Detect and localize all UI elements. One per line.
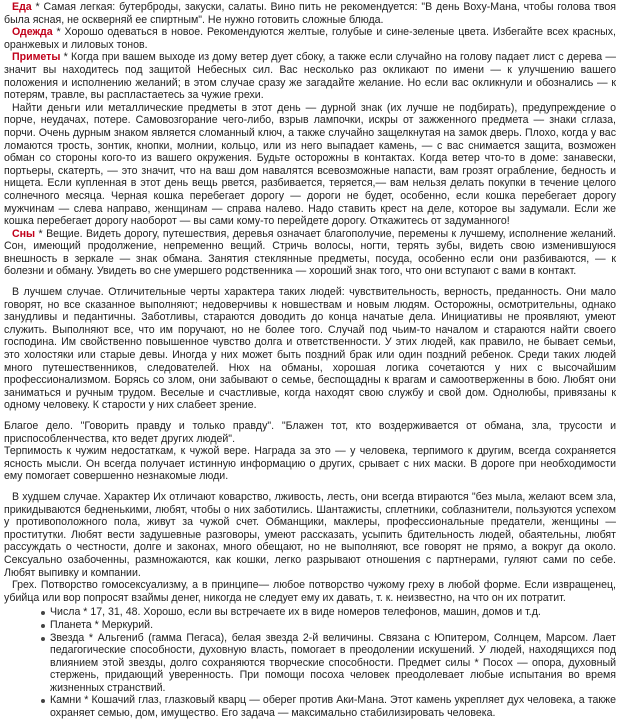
food-heading: Еда	[12, 1, 32, 13]
sin-paragraph: Грех. Потворство гомосексуализму, а в принципе— любое потворство чужому греху в любой форме. Если извращенец, убийца или вор попросят взаймы денег, никогда не следует ему их давать, т. к. неизвестно, на что он их потратит.	[4, 579, 616, 604]
omens-text: * Когда при вашем выходе из дому ветер дует сбоку, а также если случайно на голову падает лист с дерева — значит вы находитесь под защитой Небесных сил. Вас несколько раз окликают по имени — к улучшению вашего положения и исполнению желаний; в этом случае сразу же загадайте желание. Но если вас окликнули и обознались — к потерям, травле, вы распластаетесь за чужие грехи.	[4, 51, 616, 102]
omens-paragraph	[4, 51, 616, 101]
list-item-planet: Планета * Меркурий.	[50, 619, 616, 632]
tolerance-paragraph: Терпимость к чужим недостаткам, к чужой вере. Награда за это — у человека, терпимого к другим, всегда сохраняется ясность мысли. Он всегда получает истинную информацию о других, срывает с них маски. В дороге при необходимости ему помогает совершенно незнакомые люди.	[4, 445, 616, 483]
omens-heading: Приметы	[12, 51, 61, 64]
food-text: * Самая легкая: бутерброды, закуски, салаты. Вино пить не рекомендуется: "В день Воху-Мана, чтобы голова твоя была ясная, не оскверняй ее спиртным". Не нужно готовить сложные блюда.	[4, 1, 616, 26]
omens-paragraph-2: Найти деньги или металлические предметы в этот день — дурной знак (их лучше не подбирать), предупреждение о порче, неудачах, потере. Самовозгорание чего-либо, взрыв лампочки, искры от зажженного предмета — знаки сглаза, порчи. Очень дурным знаком является сломанный ключ, а также случайно защелкнутая на замок дверь. Плохо, когда у вас ломаются трость, зонтик, кнопки, молнии, кольцо, или из него выпадает камень, — с вас снимается защита, возможен обман со стороны кого-то из вашего окружения. Будьте осторожны в контактах. Когда ветер что-то в доме: занавески, портьеры, скатерть, — это значит, что на ваш дом навалятся всевозможные напасти, вам грозят ограбление, бедность и нищета. Если купленная в этот день вещь рвется, разбивается, теряется,— вам нельзя делать покупки в течение целого солнечного месяца. Черная кошка перебегает дорогу — дороги не будет, особенно, если кошка перебегает дорогу мужчинам — слева направо, женщинам — справа налево. Надо ставить крест на деле, которое вы задумали. Если же кошка перебегает дорогу наоборот — вы сами кому-то перейдете дорогу. Откажитесь от задуманного!	[4, 101, 616, 228]
worst-case-paragraph: В худшем случае. Характер Их отличают коварство, лживость, лесть, они всегда втираются "без мыла, желают всем зла, прикидываются бедненькими, любят, чтобы о них заботились. Шантажисты, сплетники, соблазнители, пользуются успехом у противоположного пола, живут за чужой счет. Обманщики, маклеры, профессиональные предатели, женщины — проститутки. Любят вести задушевные разговоры, умеют рассказать, усыпить бдительность людей, обаятельны, любят рассуждать о честности, долге и законах, много обещают, но не выполняют, все говорят не прямо, а вокруг да около. Сексуально озабоченны, размножаются, как кошки, легко разрывают отношения с партнерами, гуляют сами по себе. Любят выпивку и компании.	[4, 490, 616, 579]
list-item-numbers: Числа * 17, 31, 48. Хорошо, если вы встречаете их в виде номеров телефонов, машин, домов и т.д.	[50, 606, 616, 619]
spacer	[4, 412, 616, 420]
dreams-text: * Вещие. Видеть дорогу, путешествия, деревья означает благополучие, перемены к лучшему, исполнение желаний. Сон, имеющий продолжение, непременно вещий. Стричь волосы, ногти, терять зубы, видеть свою изменившуюся внешность в зеркале — знак обмана. Занятия стеклянные предметы, посуда, особенно если они разбиваются, — к болезни и обману. Увидеть во сне умершего родственника — хороший знак того, что они вступают с вами в контакт.	[4, 227, 616, 278]
spacer	[4, 483, 616, 491]
spacer	[4, 278, 616, 286]
clothing-text: * Хорошо одеваться в новое. Рекомендуются желтые, голубые и сине-зеленые цвета. Избегайте всех красных, оранжевых и лиловых тонов.	[4, 26, 616, 51]
clothing-paragraph	[4, 26, 616, 51]
attributes-list	[4, 606, 616, 719]
list-item-star: Звезда * Альгениб (гамма Пегаса), белая звезда 2-й величины. Связана с Юпитером, Солнцем, Марсом. Лает педагогические способности, духовную власть, помогает в преодолении искушений. У людей, находящихся под влиянием этой звезды, долго сохраняются творческие способности. Предмет силы * Посох — опора, духовный стержень, придающий уверенность. При помощи посоха человек преодолевает любые испытания во время жизненных странствий.	[50, 631, 616, 694]
food-paragraph	[4, 1, 616, 26]
virtue-paragraph: Благое дело. "Говорить правду и только правду". "Блажен тот, кто воздерживается от обмана, зла, трусости и приспособленчества, кто ведет других людей".	[4, 420, 616, 445]
list-item-stones: Камни * Кошачий глаз, глазковый кварц — оберег против Аки-Мана. Этот камень укрепляет дух человека, а также охраняет семью, дом, имущество. Его задача — максимально стабилизировать человека.	[50, 694, 616, 720]
clothing-heading: Одежда	[12, 26, 53, 39]
dreams-paragraph	[4, 228, 616, 278]
best-case-paragraph: В лучшем случае. Отличительные черты характера таких людей: чувствительность, верность, преданность. Они мало говорят, но все сказанное выполняют; недоверчивы к новшествам и новым людям. Осторожны, осмотрительны, однако занудливы и педантичны. Заботливы, стараются доводить до конца начатые дела. Инициативы не проявляют, умеют служить. Выполняют все, что им поручают, но не более того. Случай под чьим-то началом и стараются найти своего господина. Им свойственно повышенное чувство долга и ответственности. У этих людей, как правило, не бывает семьи, это холостяки или старые девы. Иногда у них может быть поздний брак или один поздний ребенок. Среди таких людей много путешественников, следователей. Нюх на обманы, хорошая логика сочетаются у них с высочайшим профессионализмом. Борясь со злом, они забывают о семье, беспощадны к врагам и самоотверженны в бою. Любят они заниматься и ручным трудом. Веселые и счастливые, когда находят свою службу и свой дом. Однолюбы, привязаны к одному человеку. К старости у них слабеет зрение.	[4, 286, 616, 412]
dreams-heading: Сны	[12, 227, 36, 240]
